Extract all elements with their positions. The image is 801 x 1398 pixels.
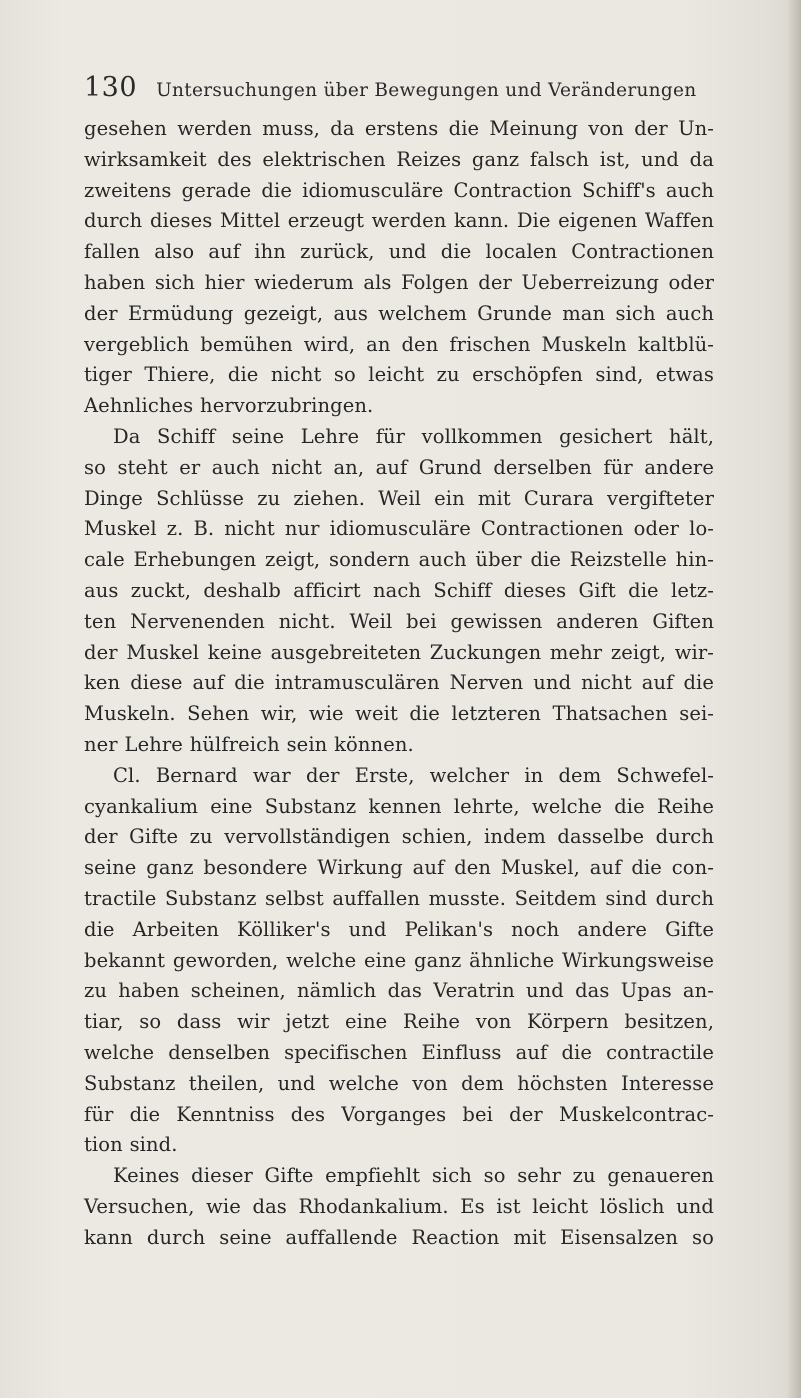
text-line: fallen also auf ihn zurück, und die localen Contractionen: [84, 240, 714, 264]
running-title: Untersuchungen über Bewegungen und Veränderungen: [156, 80, 697, 101]
text-line: vergeblich bemühen wird, an den frischen Muskeln kaltblü-: [84, 332, 714, 356]
text-line: cale Erhebungen zeigt, sondern auch über die Reizstelle hin-: [84, 548, 714, 572]
text-line: ner Lehre hülfreich sein können.: [84, 732, 414, 756]
text-line: Keines dieser Gifte empfiehlt sich so sehr zu genaueren: [113, 1164, 714, 1188]
text-line: ken diese auf die intramusculären Nerven und nicht auf die: [84, 671, 714, 695]
text-line: zweitens gerade die idiomusculäre Contraction Schiff's auch: [84, 178, 714, 202]
page-number: 130: [84, 72, 138, 103]
text-line: Dinge Schlüsse zu ziehen. Weil ein mit Curara vergifteter: [84, 486, 714, 510]
text-line: Da Schiff seine Lehre für vollkommen gesichert hält,: [113, 424, 714, 448]
text-line: der Ermüdung gezeigt, aus welchem Grunde man sich auch: [84, 301, 714, 325]
text-line: Cl. Bernard war der Erste, welcher in dem Schwefel-: [113, 763, 714, 787]
text-line: gesehen werden muss, da erstens die Meinung von der Un-: [84, 117, 714, 140]
page-header: [84, 72, 704, 112]
text-line: durch dieses Mittel erzeugt werden kann. Die eigenen Waffen: [84, 209, 714, 233]
text-line: zu haben scheinen, nämlich das Veratrin und das Upas an-: [84, 979, 714, 1003]
body-text: [84, 114, 714, 1253]
text-line: Muskel z. B. nicht nur idiomusculäre Contractionen oder lo-: [84, 517, 714, 541]
text-line: bekannt geworden, welche eine ganz ähnliche Wirkungsweise: [84, 948, 714, 972]
text-line: der Gifte zu vervollständigen schien, indem dasselbe durch: [84, 825, 714, 849]
text-line: Aehnliches hervorzubringen.: [84, 394, 374, 418]
text-line: tiger Thiere, die nicht so leicht zu erschöpfen sind, etwas: [84, 363, 714, 387]
page-edge-shadow: [787, 0, 801, 1398]
text-line: der Muskel keine ausgebreiteten Zuckungen mehr zeigt, wir-: [84, 640, 714, 664]
text-line: ten Nervenenden nicht. Weil bei gewissen anderen Giften: [84, 609, 714, 633]
text-line: welche denselben specifischen Einfluss auf die contractile: [84, 1040, 714, 1064]
text-line: tiar, so dass wir jetzt eine Reihe von Körpern besitzen,: [84, 1010, 714, 1034]
text-line: die Arbeiten Kölliker's und Pelikan's noch andere Gifte: [84, 917, 714, 941]
text-line: seine ganz besondere Wirkung auf den Muskel, auf die con-: [84, 856, 714, 880]
text-line: kann durch seine auffallende Reaction mit Eisensalzen so: [84, 1225, 714, 1249]
text-line: Versuchen, wie das Rhodankalium. Es ist leicht löslich und: [84, 1194, 714, 1218]
text-line: tion sind.: [84, 1133, 178, 1157]
text-line: für die Kenntniss des Vorganges bei der Muskelcontrac-: [84, 1102, 714, 1126]
text-line: haben sich hier wiederum als Folgen der Ueberreizung oder: [84, 270, 714, 294]
text-line: tractile Substanz selbst auffallen musste. Seitdem sind durch: [84, 886, 714, 910]
text-line: Substanz theilen, und welche von dem höchsten Interesse: [84, 1071, 714, 1095]
text-line: aus zuckt, deshalb afficirt nach Schiff dieses Gift die letz-: [84, 578, 714, 602]
text-line: Muskeln. Sehen wir, wie weit die letzteren Thatsachen sei-: [84, 702, 714, 726]
text-line: so steht er auch nicht an, auf Grund derselben für andere: [84, 455, 714, 479]
text-line: cyankalium eine Substanz kennen lehrte, welche die Reihe: [84, 794, 714, 818]
text-line: wirksamkeit des elektrischen Reizes ganz falsch ist, und da: [84, 147, 714, 171]
